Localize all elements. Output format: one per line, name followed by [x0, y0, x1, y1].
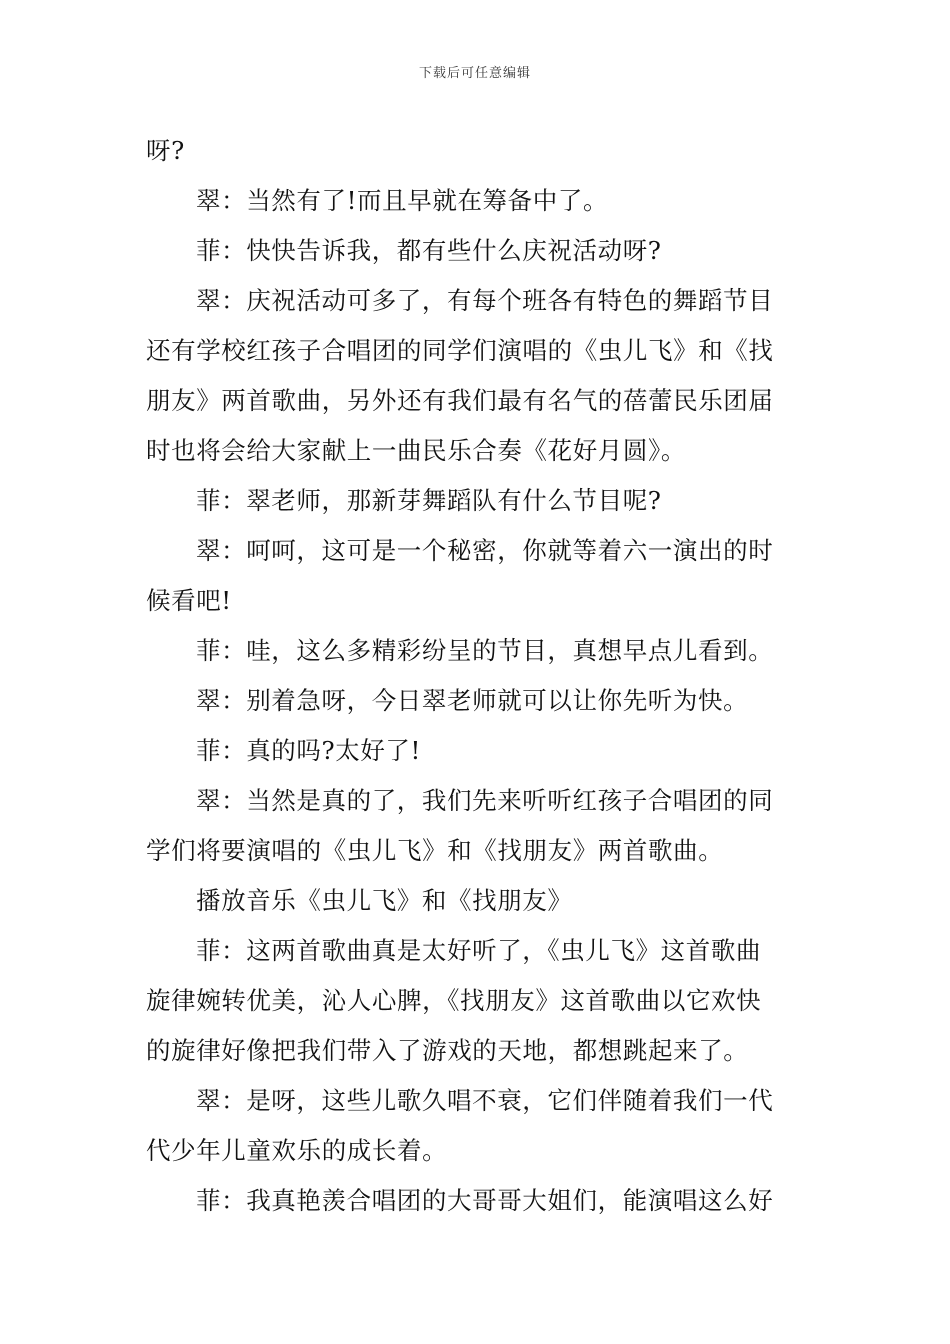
text-line: 菲：这两首歌曲真是太好听了，《虫儿飞》这首歌曲 — [196, 936, 762, 965]
document-body — [146, 126, 810, 1226]
text-line: 翠：呵呵，这可是一个秘密，你就等着六一演出的时 — [196, 536, 774, 565]
text-line: 翠：当然是真的了，我们先来听听红孩子合唱团的同 — [196, 786, 774, 815]
text-line: 播放音乐《虫儿飞》和《找朋友》 — [196, 886, 573, 915]
text-line: 朋友》两首歌曲，另外还有我们最有名气的蓓蕾民乐团届 — [146, 386, 774, 415]
text-line: 菲：翠老师，那新芽舞蹈队有什么节目呢? — [196, 486, 662, 515]
header-note: 下载后可任意编辑 — [418, 66, 531, 81]
text-line: 菲：快快告诉我，都有些什么庆祝活动呀? — [196, 236, 662, 265]
text-line: 翠：是呀，这些儿歌久唱不衰，它们伴随着我们一代 — [196, 1086, 774, 1115]
text-line: 菲：哇，这么多精彩纷呈的节目，真想早点儿看到。 — [196, 636, 774, 665]
text-line: 旋律婉转优美，沁人心脾，《找朋友》这首歌曲以它欢快 — [146, 986, 762, 1015]
text-line: 呀? — [146, 136, 185, 165]
text-line: 代少年儿童欢乐的成长着。 — [146, 1136, 448, 1165]
text-line: 学们将要演唱的《虫儿飞》和《找朋友》两首歌曲。 — [146, 836, 724, 865]
text-line: 翠：庆祝活动可多了，有每个班各有特色的舞蹈节目 — [196, 286, 774, 315]
text-line: 翠：当然有了!而且早就在筹备中了。 — [196, 186, 609, 215]
text-line: 的旋律好像把我们带入了游戏的天地，都想跳起来了。 — [146, 1036, 749, 1065]
text-line: 还有学校红孩子合唱团的同学们演唱的《虫儿飞》和《找 — [146, 336, 774, 365]
text-line: 候看吧! — [146, 586, 232, 615]
text-line: 时也将会给大家献上一曲民乐合奏《花好月圆》。 — [146, 436, 686, 465]
text-line: 菲：真的吗?太好了! — [196, 736, 421, 765]
text-line: 菲：我真艳羡合唱团的大哥哥大姐们，能演唱这么好 — [196, 1186, 774, 1215]
text-line: 翠：别着急呀，今日翠老师就可以让你先听为快。 — [196, 686, 749, 715]
